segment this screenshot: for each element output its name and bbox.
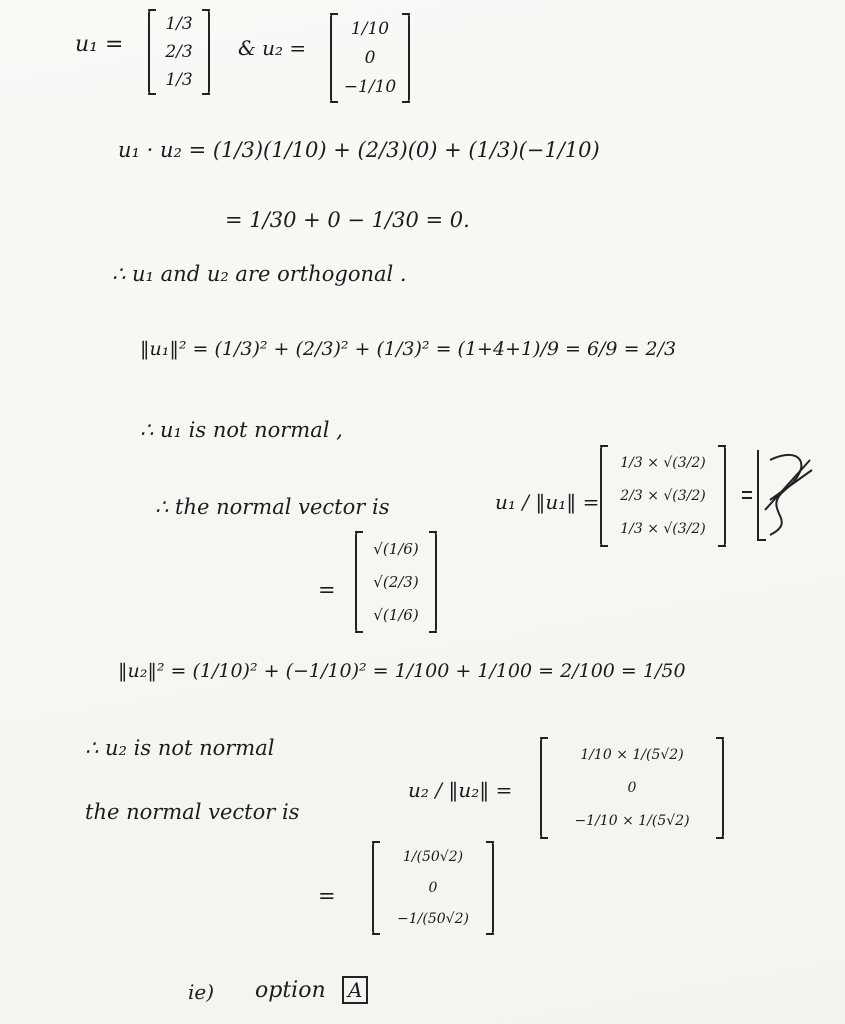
u1-scaled-entry-3: 1/3 × √(3/2) [620, 521, 706, 538]
answer-text: option [255, 978, 326, 1003]
u1-scaled-entry-2: 2/3 × √(3/2) [620, 487, 706, 504]
dot-product-line: u₁ · u₂ = (1/3)(1/10) + (2/3)(0) + (1/3)(−1/10) [118, 138, 600, 162]
u2-normal-entry-3: −1/(50√2) [397, 910, 469, 927]
u1-entry-1: 1/3 [165, 14, 193, 34]
u2-entry-2: 0 [364, 47, 376, 68]
answer-choice-box: A [342, 976, 368, 1004]
u2-label: & u₂ = [238, 36, 307, 60]
u1-normal-matrix [355, 532, 437, 632]
norm-u1-line: ‖u₁‖² = (1/3)² + (2/3)² + (1/3)² = (1+4+1)/9 = 6/9 = 2/3 [140, 338, 677, 360]
normal-vector-u2-line: the normal vector is [85, 800, 300, 824]
u1-entry-3: 1/3 [165, 70, 193, 90]
u2-entry-1: 1/10 [350, 18, 390, 39]
scribble-mark [740, 440, 820, 545]
u1-not-normal-line: ∴ u₁ is not normal , [140, 418, 343, 442]
u2-normal-entry-2: 0 [428, 879, 438, 896]
u1-normalize-fraction: u₁ / ‖u₁‖ = [495, 490, 600, 514]
u1-label: u₁ = [75, 32, 124, 57]
u2-normalize-fraction: u₂ / ‖u₂‖ = [408, 778, 513, 802]
dot-result-line: = 1/30 + 0 − 1/30 = 0. [225, 208, 470, 232]
u1-scaled-entry-1: 1/3 × √(3/2) [620, 454, 706, 471]
u1-normal-entry-3: √(1/6) [373, 606, 419, 625]
norm-u2-line: ‖u₂‖² = (1/10)² + (−1/10)² = 1/100 + 1/100 = 2/100 = 1/50 [118, 660, 686, 682]
u2-normal-matrix [372, 842, 494, 934]
u2-scaled-entry-3: −1/10 × 1/(5√2) [574, 813, 690, 830]
u2-scaled-entry-2: 0 [627, 779, 637, 796]
u1-normal-entry-2: √(2/3) [373, 572, 419, 591]
u2-entry-3: −1/10 [343, 77, 397, 98]
u1-scaled-matrix [600, 446, 726, 546]
u2-scaled-entry-1: 1/10 × 1/(5√2) [580, 746, 684, 763]
u2-not-normal-line: ∴ u₂ is not normal [85, 736, 275, 760]
normal-vector-u1-line: ∴ the normal vector is [155, 495, 390, 519]
u2-normal-entry-1: 1/(50√2) [402, 849, 464, 866]
eq-sign-u2: = [318, 884, 336, 908]
u2-scaled-matrix [540, 738, 724, 838]
u2-matrix [330, 14, 410, 102]
u1-entry-2: 2/3 [165, 42, 193, 62]
u1-normal-entry-1: √(1/6) [373, 539, 419, 558]
u1-matrix [148, 10, 210, 94]
orthogonal-line: ∴ u₁ and u₂ are orthogonal . [112, 262, 407, 286]
answer-prefix: ie) [188, 980, 215, 1004]
eq-sign-u1: = [318, 578, 336, 602]
